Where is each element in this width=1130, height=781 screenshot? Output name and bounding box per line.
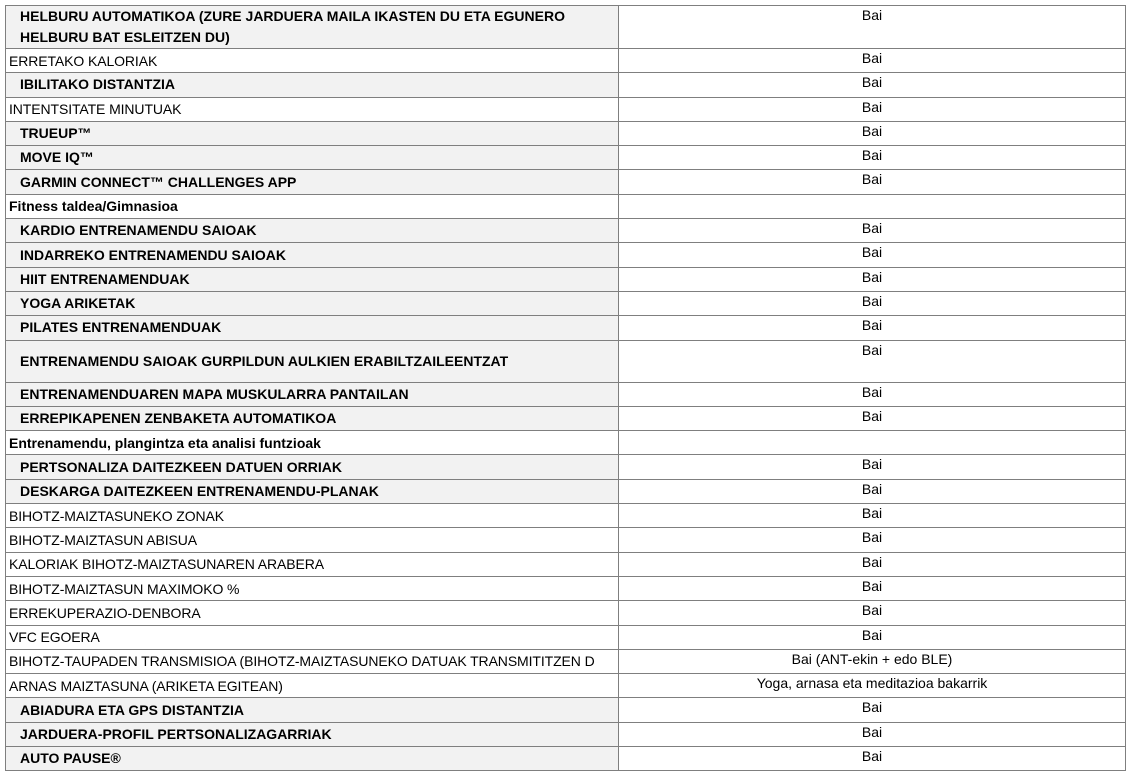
feature-label: ENTRENAMENDU SAIOAK GURPILDUN AULKIEN ERABILTZAILEENTZAT xyxy=(6,340,619,382)
feature-value: Bai xyxy=(619,747,1126,771)
feature-label: ERREPIKAPENEN ZENBAKETA AUTOMATIKOA xyxy=(6,406,619,430)
feature-value xyxy=(619,431,1126,455)
feature-value: Bai xyxy=(619,576,1126,600)
feature-value: Bai xyxy=(619,406,1126,430)
table-row xyxy=(6,340,1126,382)
feature-value: Bai xyxy=(619,455,1126,479)
feature-value: Bai xyxy=(619,722,1126,746)
feature-label: VFC EGOERA xyxy=(6,625,619,649)
table-row xyxy=(6,747,1126,771)
table-row xyxy=(6,649,1126,673)
table-row xyxy=(6,552,1126,576)
section-header-row xyxy=(6,194,1126,218)
feature-label: INDARREKO ENTRENAMENDU SAIOAK xyxy=(6,243,619,267)
feature-value: Bai xyxy=(619,121,1126,145)
feature-label: TRUEUP™ xyxy=(6,121,619,145)
feature-value: Bai xyxy=(619,601,1126,625)
table-row xyxy=(6,219,1126,243)
feature-label: BIHOTZ-TAUPADEN TRANSMISIOA (BIHOTZ-MAIZTASUNEKO DATUAK TRANSMITITZEN D xyxy=(6,649,619,673)
feature-value: Bai xyxy=(619,219,1126,243)
feature-table xyxy=(5,5,1126,771)
feature-label: AUTO PAUSE® xyxy=(6,747,619,771)
table-row xyxy=(6,316,1126,340)
section-header-row xyxy=(6,431,1126,455)
table-row xyxy=(6,170,1126,194)
feature-label: MOVE IQ™ xyxy=(6,146,619,170)
table-row xyxy=(6,722,1126,746)
feature-label: HIIT ENTRENAMENDUAK xyxy=(6,267,619,291)
feature-value: Bai xyxy=(619,625,1126,649)
feature-value: Bai xyxy=(619,528,1126,552)
table-row xyxy=(6,73,1126,97)
feature-label: PERTSONALIZA DAITEZKEEN DATUEN ORRIAK xyxy=(6,455,619,479)
feature-table-body xyxy=(6,6,1126,771)
table-row xyxy=(6,6,1126,49)
feature-value: Bai xyxy=(619,146,1126,170)
feature-label: IBILITAKO DISTANTZIA xyxy=(6,73,619,97)
feature-label: PILATES ENTRENAMENDUAK xyxy=(6,316,619,340)
feature-label: ERREKUPERAZIO-DENBORA xyxy=(6,601,619,625)
feature-value: Bai xyxy=(619,73,1126,97)
table-row xyxy=(6,146,1126,170)
feature-label: YOGA ARIKETAK xyxy=(6,291,619,315)
table-row xyxy=(6,406,1126,430)
feature-label: BIHOTZ-MAIZTASUN MAXIMOKO % xyxy=(6,576,619,600)
feature-value: Bai xyxy=(619,552,1126,576)
feature-label: BIHOTZ-MAIZTASUN ABISUA xyxy=(6,528,619,552)
feature-value: Bai xyxy=(619,267,1126,291)
table-row xyxy=(6,382,1126,406)
table-row xyxy=(6,698,1126,722)
feature-label: ABIADURA ETA GPS DISTANTZIA xyxy=(6,698,619,722)
feature-value: Bai xyxy=(619,698,1126,722)
feature-label: ERRETAKO KALORIAK xyxy=(6,49,619,73)
table-row xyxy=(6,267,1126,291)
section-label: Fitness taldea/Gimnasioa xyxy=(6,194,619,218)
feature-label: INTENTSITATE MINUTUAK xyxy=(6,97,619,121)
table-row xyxy=(6,97,1126,121)
feature-value xyxy=(619,194,1126,218)
feature-label: HELBURU AUTOMATIKOA (ZURE JARDUERA MAILA IKASTEN DU ETA EGUNERO HELBURU BAT ESLEITZEN DU) xyxy=(6,6,619,49)
feature-value: Bai xyxy=(619,243,1126,267)
feature-value: Bai xyxy=(619,382,1126,406)
feature-value: Bai xyxy=(619,340,1126,382)
table-row xyxy=(6,121,1126,145)
feature-value: Bai (ANT-ekin + edo BLE) xyxy=(619,649,1126,673)
table-row xyxy=(6,243,1126,267)
feature-label: ENTRENAMENDUAREN MAPA MUSKULARRA PANTAILAN xyxy=(6,382,619,406)
feature-value: Bai xyxy=(619,316,1126,340)
feature-label: KALORIAK BIHOTZ-MAIZTASUNAREN ARABERA xyxy=(6,552,619,576)
feature-value: Bai xyxy=(619,49,1126,73)
table-row xyxy=(6,674,1126,698)
feature-label: KARDIO ENTRENAMENDU SAIOAK xyxy=(6,219,619,243)
feature-value: Bai xyxy=(619,291,1126,315)
feature-value: Bai xyxy=(619,504,1126,528)
section-label: Entrenamendu, plangintza eta analisi funtzioak xyxy=(6,431,619,455)
table-row xyxy=(6,49,1126,73)
feature-label: BIHOTZ-MAIZTASUNEKO ZONAK xyxy=(6,504,619,528)
feature-label: ARNAS MAIZTASUNA (ARIKETA EGITEAN) xyxy=(6,674,619,698)
feature-value: Bai xyxy=(619,6,1126,49)
feature-value: Yoga, arnasa eta meditazioa bakarrik xyxy=(619,674,1126,698)
feature-value: Bai xyxy=(619,97,1126,121)
table-row xyxy=(6,504,1126,528)
table-row xyxy=(6,528,1126,552)
feature-label: DESKARGA DAITEZKEEN ENTRENAMENDU-PLANAK xyxy=(6,479,619,503)
table-row xyxy=(6,455,1126,479)
table-row xyxy=(6,479,1126,503)
table-row xyxy=(6,291,1126,315)
feature-value: Bai xyxy=(619,170,1126,194)
table-row xyxy=(6,576,1126,600)
table-row xyxy=(6,625,1126,649)
feature-label: JARDUERA-PROFIL PERTSONALIZAGARRIAK xyxy=(6,722,619,746)
feature-label: GARMIN CONNECT™ CHALLENGES APP xyxy=(6,170,619,194)
table-row xyxy=(6,601,1126,625)
feature-value: Bai xyxy=(619,479,1126,503)
